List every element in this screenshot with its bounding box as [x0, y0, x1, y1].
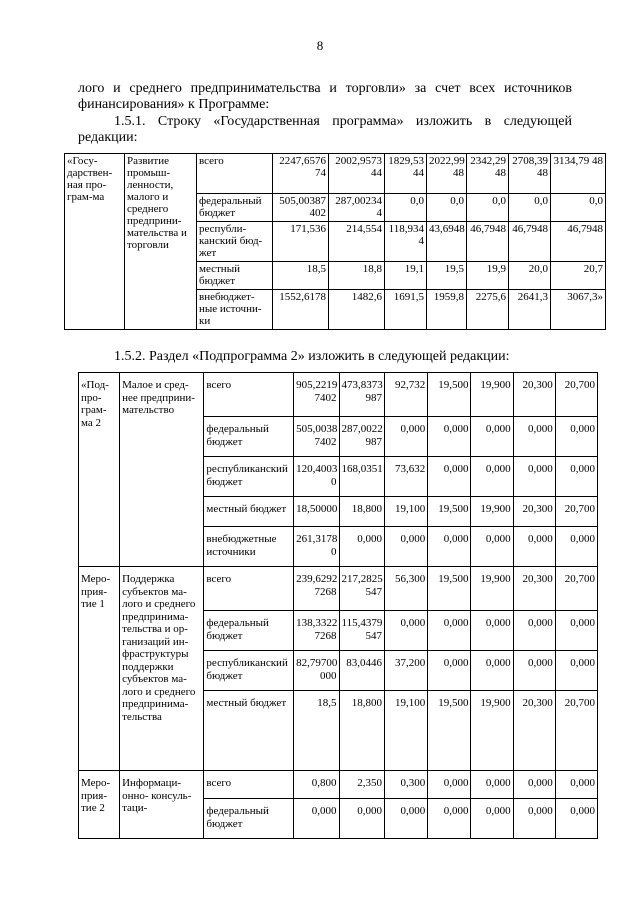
- value-cell: 19,9: [467, 262, 509, 290]
- value-cell: 2022,99 48: [427, 154, 467, 194]
- value-cell: 1552,6178: [273, 290, 329, 330]
- value-cell: 18,50000: [294, 497, 339, 527]
- value-cell: 0,000: [384, 799, 427, 839]
- value-cell: 261,3178 0: [294, 527, 339, 567]
- value-cell: 0,000: [555, 611, 597, 651]
- value-cell: 1959,8: [427, 290, 467, 330]
- value-cell: 2342,29 48: [467, 154, 509, 194]
- program-goal-cell: Развитие промыш- ленности, малого и среднего предприни- мательства и торговли: [125, 154, 197, 330]
- value-cell: 1482,6: [329, 290, 385, 330]
- funding-source-cell: всего: [204, 771, 294, 799]
- block-code-cell: Меро- прия- тие 2: [79, 771, 120, 839]
- value-cell: 2,350: [339, 771, 384, 799]
- value-cell: 20,700: [555, 497, 597, 527]
- program-name-cell: «Госу- дарствен- ная про- грам-ма: [65, 154, 125, 330]
- funding-source-cell: федеральный бюджет: [204, 417, 294, 457]
- funding-source-cell: федеральный бюджет: [204, 799, 294, 839]
- value-cell: 2002,9573 44: [329, 154, 385, 194]
- value-cell: 3067,3»: [551, 290, 606, 330]
- value-cell: 0,000: [513, 611, 555, 651]
- funding-source-cell: республиканский бюджет: [204, 457, 294, 497]
- value-cell: 138,3322 7268: [294, 611, 339, 651]
- value-cell: 0,000: [555, 799, 597, 839]
- value-cell: 0,000: [471, 799, 513, 839]
- value-cell: 287,0022 987: [339, 417, 384, 457]
- value-cell: 0,000: [339, 799, 384, 839]
- value-cell: 2641,3: [509, 290, 551, 330]
- value-cell: 43,6948: [427, 222, 467, 262]
- value-cell: 118,934 4: [385, 222, 427, 262]
- value-cell: 0,000: [555, 417, 597, 457]
- funding-source-cell: местный бюджет: [204, 497, 294, 527]
- value-cell: 19,900: [471, 497, 513, 527]
- value-cell: 0,000: [471, 611, 513, 651]
- block-title-cell: Информаци- онно- консуль-таци-: [120, 771, 204, 839]
- value-cell: 20,700: [555, 567, 597, 611]
- value-cell: 0,000: [513, 417, 555, 457]
- value-cell: 0,000: [384, 611, 427, 651]
- value-cell: 19,500: [428, 567, 471, 611]
- value-cell: 18,5: [273, 262, 329, 290]
- value-cell: 0,000: [471, 651, 513, 691]
- funding-source-cell: всего: [204, 373, 294, 417]
- block-code-cell: «Под- про- грам- ма 2: [79, 373, 120, 567]
- funding-source-cell: всего: [204, 567, 294, 611]
- value-cell: 0,000: [471, 417, 513, 457]
- value-cell: 19,900: [471, 373, 513, 417]
- value-cell: 0,000: [428, 651, 471, 691]
- value-cell: 37,200: [384, 651, 427, 691]
- table-row: [79, 567, 598, 611]
- value-cell: 0,000: [513, 457, 555, 497]
- value-cell: 19,900: [471, 567, 513, 611]
- value-cell: 2247,6576 74: [273, 154, 329, 194]
- value-cell: 3134,79 48: [551, 154, 606, 194]
- value-cell: 0,0: [427, 194, 467, 222]
- table-row: [65, 154, 606, 194]
- funding-source-cell: внебюджетные источники: [204, 527, 294, 567]
- value-cell: 82,79700 000: [294, 651, 339, 691]
- value-cell: 19,5: [427, 262, 467, 290]
- block-code-cell: Меро- прия- тие 1: [79, 567, 120, 771]
- value-cell: 19,500: [428, 373, 471, 417]
- value-cell: 0,0: [385, 194, 427, 222]
- value-cell: 505,00387 402: [273, 194, 329, 222]
- value-cell: 20,300: [513, 373, 555, 417]
- value-cell: 46,7948: [467, 222, 509, 262]
- value-cell: 0,000: [428, 527, 471, 567]
- value-cell: 19,500: [428, 497, 471, 527]
- value-cell: 19,1: [385, 262, 427, 290]
- value-cell: 0,000: [513, 527, 555, 567]
- section-1-5-2-heading: 1.5.2. Раздел «Подпрограмма 2» изложить в следующей редакции:: [114, 349, 510, 364]
- value-cell: 239,6292 7268: [294, 567, 339, 611]
- value-cell: 168,0351: [339, 457, 384, 497]
- value-cell: 0,0: [467, 194, 509, 222]
- value-cell: 0,000: [513, 651, 555, 691]
- value-cell: 20,300: [513, 497, 555, 527]
- value-cell: 0,000: [513, 771, 555, 799]
- value-cell: 120,4003 0: [294, 457, 339, 497]
- value-cell: 0,000: [339, 527, 384, 567]
- page-number: 8: [316, 38, 324, 53]
- value-cell: 287,00234 4: [329, 194, 385, 222]
- value-cell: 0,000: [555, 651, 597, 691]
- section-1-5-1-heading: 1.5.1. Строку «Государственная программа» изложить в следующей редакции:: [78, 114, 572, 145]
- value-cell: 83,0446: [339, 651, 384, 691]
- value-cell: 20,700: [555, 691, 597, 771]
- funding-source-cell: республиканский бюджет: [204, 651, 294, 691]
- value-cell: 46,7948: [551, 222, 606, 262]
- value-cell: 1829,53 44: [385, 154, 427, 194]
- value-cell: 905,2219 7402: [294, 373, 339, 417]
- value-cell: 0,000: [428, 417, 471, 457]
- value-cell: 18,800: [339, 497, 384, 527]
- value-cell: 214,554: [329, 222, 385, 262]
- table-row: [79, 373, 598, 417]
- value-cell: 0,000: [428, 799, 471, 839]
- intro-paragraph: [78, 81, 572, 113]
- value-cell: 19,100: [384, 691, 427, 771]
- block-title-cell: Малое и сред- нее предприни- мательство: [120, 373, 204, 567]
- value-cell: 0,800: [294, 771, 339, 799]
- value-cell: 0,000: [384, 527, 427, 567]
- value-cell: 19,100: [384, 497, 427, 527]
- state-program-table: [64, 153, 606, 330]
- value-cell: 0,000: [555, 527, 597, 567]
- value-cell: 0,000: [384, 417, 427, 457]
- funding-source-cell: местный бюджет: [204, 691, 294, 771]
- value-cell: 20,300: [513, 691, 555, 771]
- value-cell: 0,000: [428, 771, 471, 799]
- table-row: [79, 771, 598, 799]
- funding-source-cell: местный бюджет: [197, 262, 273, 290]
- value-cell: 0,000: [555, 457, 597, 497]
- value-cell: 171,536: [273, 222, 329, 262]
- value-cell: 0,300: [384, 771, 427, 799]
- value-cell: 46,7948: [509, 222, 551, 262]
- value-cell: 19,500: [428, 691, 471, 771]
- value-cell: 18,5: [294, 691, 339, 771]
- value-cell: 73,632: [384, 457, 427, 497]
- funding-source-cell: всего: [197, 154, 273, 194]
- value-cell: 0,000: [294, 799, 339, 839]
- value-cell: 20,0: [509, 262, 551, 290]
- block-title-cell: Поддержка субъектов ма- лого и среднего предпринима- тельства и ор- ганизаций ин- фраструктуры поддержки субъектов ма- лого и среднего предпринима- тельства: [120, 567, 204, 771]
- value-cell: 2275,6: [467, 290, 509, 330]
- value-cell: 92,732: [384, 373, 427, 417]
- value-cell: 18,800: [339, 691, 384, 771]
- value-cell: 0,0: [509, 194, 551, 222]
- value-cell: 505,0038 7402: [294, 417, 339, 457]
- funding-source-cell: федеральный бюджет: [204, 611, 294, 651]
- subprogram-2-table: [78, 372, 598, 839]
- value-cell: 0,0: [551, 194, 606, 222]
- funding-source-cell: республи- канский бюд- жет: [197, 222, 273, 262]
- value-cell: 1691,5: [385, 290, 427, 330]
- funding-source-cell: внебюджет- ные источни- ки: [197, 290, 273, 330]
- value-cell: 0,000: [471, 457, 513, 497]
- value-cell: 20,300: [513, 567, 555, 611]
- value-cell: 0,000: [428, 611, 471, 651]
- value-cell: 0,000: [471, 771, 513, 799]
- funding-source-cell: федеральный бюджет: [197, 194, 273, 222]
- value-cell: 20,700: [555, 373, 597, 417]
- value-cell: 19,900: [471, 691, 513, 771]
- value-cell: 0,000: [555, 771, 597, 799]
- value-cell: 115,4379 547: [339, 611, 384, 651]
- value-cell: 20,7: [551, 262, 606, 290]
- value-cell: 0,000: [513, 799, 555, 839]
- value-cell: 217,2825 547: [339, 567, 384, 611]
- value-cell: 56,300: [384, 567, 427, 611]
- intro-line-1: лого и среднего предпринимательства и торговли» за счет всех источников: [78, 81, 572, 96]
- value-cell: 0,000: [428, 457, 471, 497]
- value-cell: 18,8: [329, 262, 385, 290]
- value-cell: 0,000: [471, 527, 513, 567]
- value-cell: 2708,39 48: [509, 154, 551, 194]
- intro-line-2: финансирования» к Программе:: [78, 97, 270, 112]
- value-cell: 473,8373 987: [339, 373, 384, 417]
